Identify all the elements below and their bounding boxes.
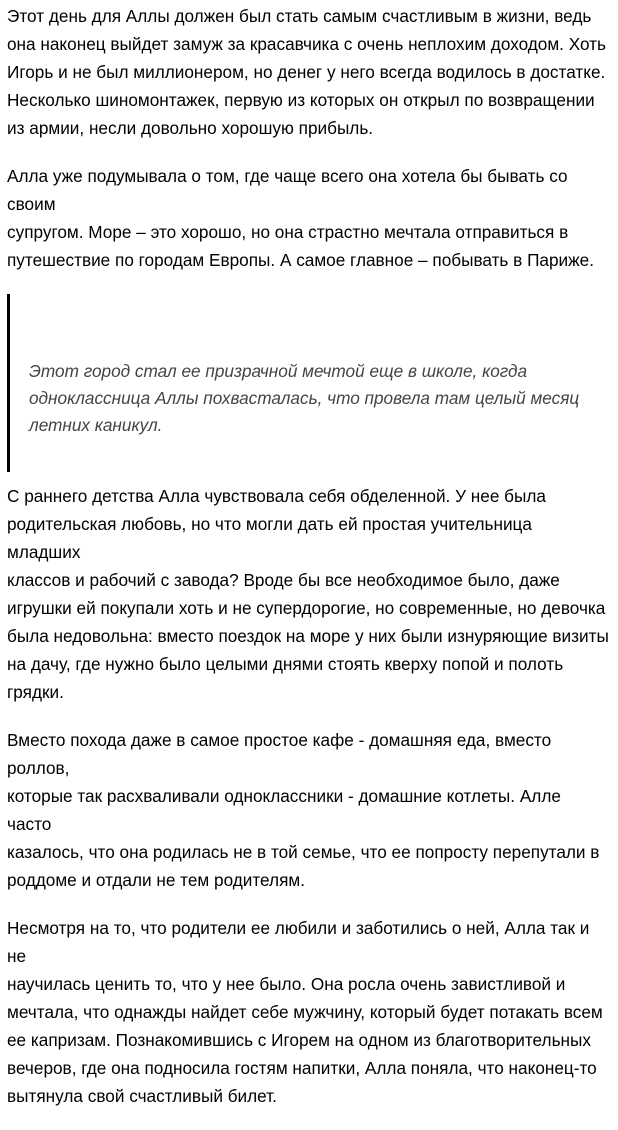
blockquote — [7, 294, 610, 472]
paragraph: Несмотря на то, что родители ее любили и заботились о ней, Алла так и не научилась ценить то, что у нее было. Она росла очень завистливой и мечтала, что однажды найдет себе мужчину, который будет потакать всем ее капризам. Познакомившись с Игорем на одном из благотворительных вечеров, где она подносила гостям напитки, Алла поняла, что наконец-то вытянула свой счастливый билет. — [7, 918, 603, 1106]
paragraph: С раннего детства Алла чувствовала себя обделенной. У нее была родительская любовь, но что могли дать ей простая учительница младших классов и рабочий с завода? Вроде бы все необходимое было, даже игрушки ей покупали хоть и не супердорогие, но современные, но девочка была недовольна: вместо поездок на море у них были изнуряющие визиты на дачу, где нужно было целыми днями стоять кверху попой и полоть грядки. — [7, 486, 609, 702]
paragraph: Вместо похода даже в самое простое кафе - домашняя еда, вместо роллов, которые так расхваливали одноклассники - домашние котлеты. Алле часто казалось, что она родилась не в той семье, что ее попросту перепутали в роддоме и отдали не тем родителям. — [7, 730, 600, 890]
quote-bar — [7, 294, 10, 472]
quote-text: Этот город стал ее призрачной мечтой еще в школе, когда одноклассница Аллы похвасталась, что провела там целый месяц летних каникул. — [29, 361, 580, 435]
paragraph: Этот день для Аллы должен был стать самым счастливым в жизни, ведь она наконец выйдет замуж за красавчика с очень неплохим доходом. Хоть Игорь и не был миллионером, но денег у него всегда водилось в достатке. Несколько шиномонтажек, первую из которых он открыл по возвращении из армии, несли довольно хорошую прибыль. — [7, 6, 607, 138]
article-body — [7, 0, 610, 1130]
paragraph: Алла уже подумывала о том, где чаще всего она хотела бы бывать со своим супругом. Море – это хорошо, но она страстно мечтала отправиться в путешествие по городам Европы. А самое главное – побывать в Париже. — [7, 166, 594, 270]
